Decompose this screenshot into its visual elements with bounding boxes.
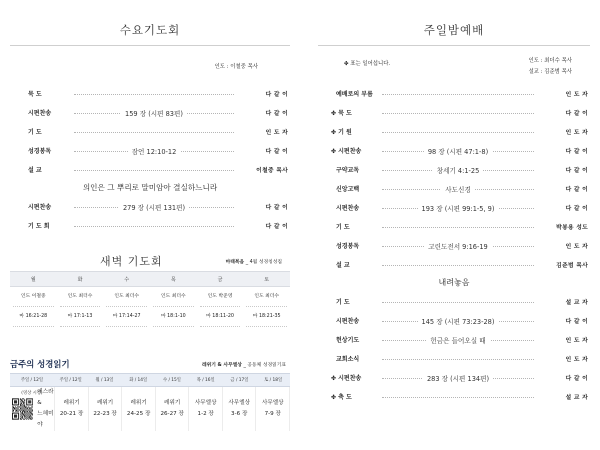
order-content-text: 창세기 4:1-25 [433,167,484,175]
order-leader: 인 도 자 [565,338,588,344]
dawn-day: 금 [217,276,223,283]
reading-head-day: 목 / 16일 [196,378,215,383]
order-leader: 다 같 이 [565,206,588,212]
order-leader: 김준범 목사 [556,263,588,269]
order-row [318,311,590,330]
order-row [318,236,590,255]
dawn-reference: 마 18:11-20 [200,307,241,327]
order-content [382,165,534,175]
order-row [318,179,590,198]
dawn-leader: 인도 이철중 [13,287,54,307]
order-leader: 설 교 자 [565,300,588,306]
reading-line: 에스라 & [37,389,54,406]
order-leader: 설 교 자 [565,395,588,401]
order-label: 시편찬송 [28,204,52,211]
sunday-divider: 내려놓음 [438,278,470,287]
dawn-cell [197,287,244,327]
dotted-leader [74,170,234,171]
dawn-cell [57,287,104,327]
order-content [382,335,534,345]
reading-head-day: 주일 / 12일 [59,378,82,383]
dawn-day: 목 [170,276,176,283]
dawn-title: 새벽 기도회 [100,255,163,268]
sunday-preacher: 설교 : 김준범 목사 [528,69,572,75]
reading-cell [256,387,290,431]
order-content-text: 헌금은 들어오실 때 [426,337,489,345]
dotted-leader [382,265,534,266]
left-column [10,0,290,431]
order-leader: 다 같 이 [565,376,588,382]
dawn-subtitle [226,258,282,265]
reading-line: 7-9 장 [264,411,281,417]
dotted-leader [74,132,234,133]
order-content [382,203,534,213]
title-rule [318,45,590,46]
reading-head-day: 수 / 15일 [162,378,181,383]
order-leader: 다 같 이 [565,168,588,174]
order-leader: 인 도 자 [265,130,288,136]
reading-line: 사무엘상 [228,400,251,406]
order-label: ✤ 축 도 [331,394,352,401]
dawn-day: 토 [264,276,270,283]
order-row [10,160,290,179]
right-column [318,0,590,406]
order-content-text: 98 장 (시편 47:1-8) [424,148,492,156]
sunday-title: 주일밤예배 [423,23,485,37]
reading-line: 레위기 [96,400,114,406]
order-row [318,198,590,217]
wednesday-title: 수요기도회 [119,23,181,37]
dawn-days-header [10,271,290,287]
reading-line: 레위기 [164,400,181,406]
dawn-day: 월 [30,276,36,283]
order-label: 기 도 회 [28,223,50,230]
order-leader: 인 도 자 [565,244,588,250]
dotted-leader [382,227,534,228]
order-label: ✤ 기 원 [331,129,352,136]
reading-cell [189,387,223,431]
sunday-order-2 [318,292,590,406]
order-content-text: 283 장 (시편 134편) [423,375,493,383]
order-leader: 인 도 자 [565,130,588,136]
order-content [382,373,534,383]
reading-table [10,373,290,431]
order-label: 설 교 [28,167,42,174]
order-label: 성경봉독 [336,243,360,250]
dawn-leader: 인도 박준영 [200,287,241,307]
reading-header [10,355,290,373]
order-leader: 박봉용 성도 [556,225,588,231]
order-label: 기 도 [336,224,350,231]
reading-line: 1-2 장 [197,411,214,417]
order-row [10,103,290,122]
reading-cell-sunday [10,387,55,431]
reading-cell [122,387,156,431]
reading-note-rest: _ 공동체 성경읽기표 [243,363,286,368]
order-leader: 다 같 이 [265,149,288,155]
dawn-day: 화 [77,276,83,283]
wednesday-order-2 [10,197,290,235]
reading-books: 레위기 & 사무엘상 [201,363,242,368]
reading-line: 20-21 장 [59,411,84,417]
order-label: 묵 도 [28,91,42,98]
reading-line: 26-27 장 [160,411,184,417]
order-row [318,349,590,368]
dotted-leader [74,94,234,95]
order-label: 시편찬송 [336,318,360,325]
order-leader: 이철중 목사 [256,168,288,174]
order-label: 기 도 [336,299,350,306]
sunday-info [318,56,590,80]
order-row [318,255,590,274]
dawn-leader: 인도 최더수 [60,287,101,307]
dotted-leader [74,226,234,227]
reading-line: 느헤미야 [37,411,54,428]
order-content-text: 159 장 (시편 83편) [121,110,187,118]
order-label: ✤ 시편찬송 [331,148,362,155]
dotted-leader [382,94,534,95]
dawn-leader: 인도 최더수 [246,287,287,307]
reading-line: 24-25 장 [126,411,151,417]
dawn-cell [10,287,57,327]
reading-note [202,361,286,368]
reading-head-day: 토 / 18일 [264,378,283,383]
dotted-leader [382,113,534,114]
order-content [382,146,534,156]
reading-line: 레위기 [130,400,147,406]
dawn-cell [243,287,290,327]
order-label: 설 교 [336,262,350,269]
reading-cell [89,387,123,431]
order-row [10,197,290,216]
dawn-cells [10,287,290,327]
sunday-order [318,84,590,274]
order-row [318,84,590,103]
order-row [318,122,590,141]
order-content-text: 193 장 (시편 99:1-5, 9) [418,205,499,213]
order-content-text: 사도신경 [441,186,474,194]
order-row [318,330,590,349]
order-row [318,368,590,387]
dawn-leader: 인도 최더수 [153,287,194,307]
order-content-text: 고린도전서 9:16-19 [424,243,492,251]
dawn-day: 수 [124,276,130,283]
reading-head-line: 주일 / 12일 [20,378,43,383]
dawn-reference: 마 18:21-35 [246,307,287,327]
reading-line: 사무엘상 [261,400,284,406]
dotted-leader [382,302,534,303]
wednesday-order [10,84,290,179]
order-row [318,160,590,179]
order-label: 시편찬송 [28,110,52,117]
order-content [74,202,234,212]
order-row [318,141,590,160]
order-row [10,84,290,103]
reading-head-day: 금 / 17일 [230,378,249,383]
reading-head-sunday [10,374,54,396]
reading-head-line: (영상 시청) [21,391,43,396]
order-leader: 다 같 이 [565,187,588,193]
dawn-header [10,249,290,271]
reading-line: 레위기 [63,400,80,406]
order-row [10,122,290,141]
order-leader: 인 도 자 [565,92,588,98]
order-leader: 다 같 이 [565,149,588,155]
order-label: 구약교독 [336,167,360,174]
order-label: 예배로의 부름 [336,91,373,98]
order-content-text: 279 장 (시편 131편) [119,204,189,212]
reading-cell [223,387,257,431]
order-content [382,241,534,251]
reading-line: 3-6 장 [231,411,248,417]
order-row [318,217,590,236]
reading-line: 22-23 장 [93,411,117,417]
dawn-reference: 마 18:1-10 [153,307,194,327]
order-content-text: 145 장 (시편 73:23-28) [418,318,499,326]
qr-code-icon[interactable] [12,395,33,423]
reading-head-day: 화 / 14일 [129,378,148,383]
dawn-reference: 마 17:1-13 [60,307,101,327]
order-label: 교회소식 [336,356,360,363]
order-label: ✤ 시편찬송 [331,375,362,382]
order-leader: 다 같 이 [565,319,588,325]
order-leader: 다 같 이 [265,205,288,211]
order-leader: 다 같 이 [265,224,288,230]
order-content [382,184,534,194]
order-label: 성경봉독 [28,148,52,155]
reading-cell [156,387,190,431]
reading-line: 사무엘상 [194,400,217,406]
order-content [74,108,234,118]
sunday-officiant: 인도 : 최더수 목사 [528,58,572,64]
order-content-text: 잠언 12:10-12 [128,148,181,156]
order-content [382,316,534,326]
dawn-cell [103,287,150,327]
dawn-leader: 인도 최더수 [106,287,147,307]
reading-head-day: 월 / 13일 [95,378,114,383]
order-label: 시편찬송 [336,205,360,212]
reading-cell [55,387,89,431]
order-row [318,103,590,122]
order-leader: 다 같 이 [265,111,288,117]
order-label: 헌상기도 [336,337,360,344]
order-label: 기 도 [28,129,42,136]
dawn-cell [150,287,197,327]
order-leader: 인 도 자 [565,357,588,363]
reading-title: 금주의 성경읽기 [10,359,70,369]
order-row [10,141,290,160]
order-leader: 다 같 이 [565,111,588,117]
reading-table-body [10,387,290,431]
order-leader: 다 같 이 [265,92,288,98]
standing-note: ✤ 표는 일어섭니다. [344,61,391,67]
order-content [74,146,234,156]
wednesday-officiant: 인도 : 이철중 목사 [214,64,258,70]
dawn-reference: 마 16:21-28 [13,307,54,327]
dawn-subtitle-rest: _ 4월 성경칭성집 [245,260,282,265]
dotted-leader [382,132,534,133]
reading-sunday-text [37,387,54,431]
order-row [318,387,590,406]
order-label: ✤ 묵 도 [331,110,352,117]
order-row [318,292,590,311]
order-label: 신앙고백 [336,186,360,193]
title-rule [10,45,290,46]
dawn-reference: 마 17:14-27 [106,307,147,327]
dotted-leader [382,359,534,360]
dotted-leader [382,397,534,398]
dawn-book: 마태복음 [225,260,245,265]
order-row [10,216,290,235]
sermon-title: 의인은 그 뿌리로 말미암아 결실하느니라 [82,183,218,192]
reading-table-header [10,373,290,396]
